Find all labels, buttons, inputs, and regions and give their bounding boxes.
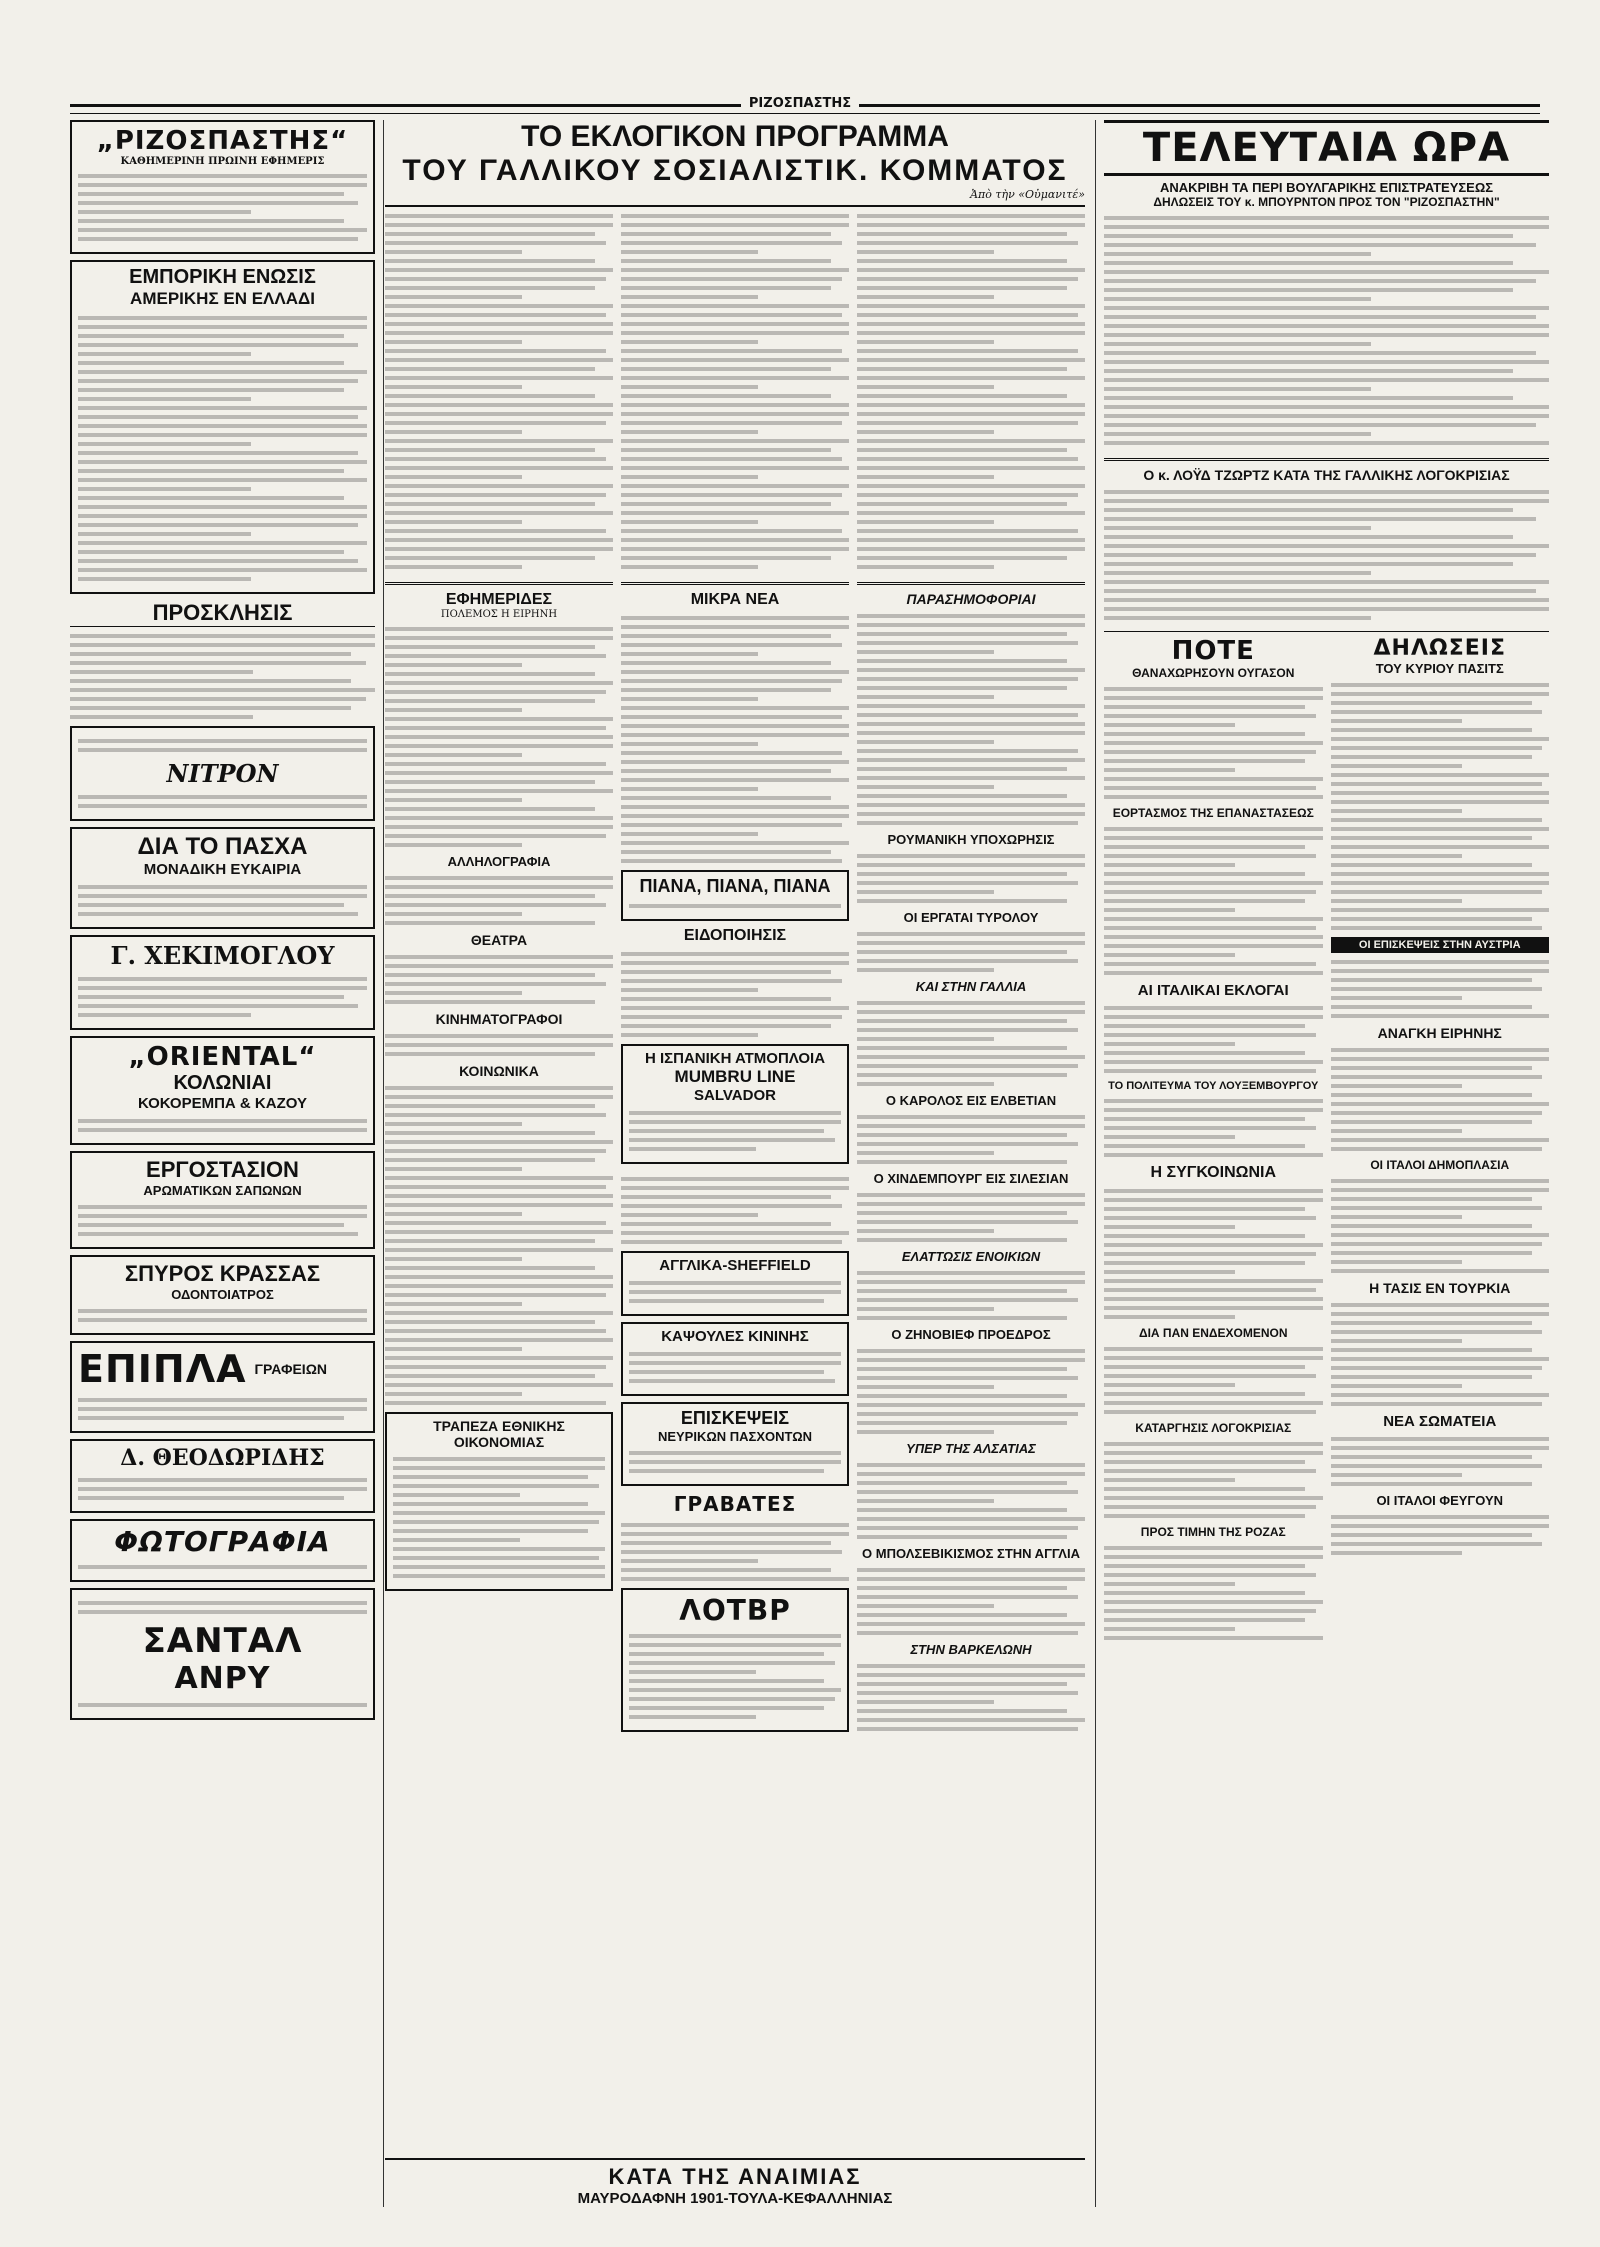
heading-italoi-feugoun: ΟΙ ΙΤΑΛΟΙ ΦΕΥΓΟΥΝ bbox=[1376, 1493, 1504, 1508]
nevrikon-subtitle: ΝΕΥΡΙΚΩΝ ΠΑΣΧΟΝΤΩΝ bbox=[657, 1429, 813, 1444]
heading-sygkoinonia: Η ΣΥΓΚΟΙΝΩΝΙΑ bbox=[1150, 1164, 1277, 1181]
teleutaia-subtitle: ΑΝΑΚΡΙΒΗ ΤΑ ΠΕΡΙ ΒΟΥΛΓΑΡΙΚΗΣ ΕΠΙΣΤΡΑΤΕΥΣΕΩΣ bbox=[1159, 180, 1494, 195]
heading-chindemburg: Ο ΧΙΝΔΕΜΠΟΥΡΓ ΕΙΣ ΣΙΛΕΣΙΑΝ bbox=[873, 1171, 1069, 1186]
pote-subtitle: ΘΑΝΑΧΩΡΗΣΟΥΝ ΟΥΓΑΣΟΝ bbox=[1132, 666, 1295, 680]
ad-epipla bbox=[70, 1341, 375, 1433]
ad-union-title: ΕΜΠΟΡΙΚΗ ΕΝΩΣΙΣ bbox=[129, 266, 316, 288]
heading-koinonika: ΚΟΙΝΩΝΙΚΑ bbox=[459, 1063, 539, 1079]
heading-varkelonin: ΣΤΗΝ ΒΑΡΚΕΛΩΝΗ bbox=[910, 1642, 1032, 1657]
heading-anagki: ΑΝΑΓΚΗ ΕΙΡΗΝΗΣ bbox=[1377, 1025, 1502, 1041]
heading-gravates: ΓΡΑΒΑΤΕΣ bbox=[673, 1492, 797, 1516]
mid-subcol-3 bbox=[857, 207, 1085, 2207]
epipla-title: ΕΠΙΠΛΑ bbox=[78, 1347, 247, 1391]
heading-parasimofories: ΠΑΡΑΣΗΜΟΦΟΡΙΑΙ bbox=[906, 591, 1036, 607]
episkepseis-title: ΕΠΙΣΚΕΨΕΙΣ bbox=[680, 1408, 790, 1428]
paper-name: „ΡΙΖΟΣΠΑΣΤΗΣ“ bbox=[96, 126, 349, 156]
heading-proskliseis: ΠΡΟΣΚΛΗΣΙΣ bbox=[70, 600, 375, 627]
spyros-title: ΣΠΥΡΟΣ ΚΡΑΣΣΑΣ bbox=[124, 1261, 321, 1286]
heading-loid-tzortz: Ο κ. ΛΟΫΔ ΤΖΩΡΤΖ ΚΑΤΑ ΤΗΣ ΓΑΛΛΙΚΗΣ ΛΟΓΟΚΡΙΣΙΑΣ bbox=[1143, 467, 1510, 483]
ispaniki-title: Η ΙΣΠΑΝΙΚΗ ΑΤΜΟΠΛΟΙΑ bbox=[644, 1050, 826, 1067]
heading-polemos: ΠΟΛΕΜΟΣ Η ΕΙΡΗΝΗ bbox=[440, 609, 558, 620]
santal-title: ΣΑΝΤΑΛ bbox=[142, 1621, 303, 1661]
ad-piana bbox=[621, 870, 849, 921]
heading-eidopoiisis: ΕΙΔΟΠΟΙΗΣΙΣ bbox=[683, 927, 787, 944]
ad-fotografia bbox=[70, 1519, 375, 1582]
ad-lotvr bbox=[621, 1588, 849, 1732]
headline-line-1: ΤΟ ΕΚΛΟΓΙΚΟΝ ΠΡΟΓΡΑΜΜΑ bbox=[521, 120, 949, 153]
mavrodafni-line: ΜΑΥΡΟΔΑΦΝΗ 1901-ΤΟΥΛΑ-ΚΕΦΑΛΛΗΝΙΑΣ bbox=[577, 2190, 893, 2207]
oriental-title: „ORIENTAL“ bbox=[128, 1042, 317, 1072]
ergostasion-title: ΕΡΓΟΣΤΑΣΙΟΝ bbox=[146, 1157, 299, 1182]
epipla-subtitle: ΓΡΑΦΕΙΩΝ bbox=[254, 1361, 328, 1377]
heading-italikai: ΑΙ ΙΤΑΛΙΚΑΙ ΕΚΛΟΓΑΙ bbox=[1137, 982, 1289, 999]
right-pair-1 bbox=[1104, 636, 1549, 1647]
heading-alliografia: ΑΛΛΗΛΟΓΡΑΦΙΑ bbox=[447, 854, 551, 869]
ergostasion-subtitle: ΑΡΩΜΑΤΙΚΩΝ ΣΑΠΩΝΩΝ bbox=[143, 1183, 302, 1198]
headline-line-2: ΤΟΥ ΓΑΛΛΙΚΟΥ ΣΟΣΙΑΛΙΣΤΙΚ. ΚΟΜΜΑΤΟΣ bbox=[402, 154, 1068, 187]
trapeza-title: ΤΡΑΠΕΖΑ ΕΘΝΙΚΗΣ ΟΙΚΟΝΟΜΙΑΣ bbox=[433, 1418, 565, 1450]
piana-title: ΠΙΑΝΑ, ΠΙΑΝΑ, ΠΙΑΝΑ bbox=[639, 876, 831, 896]
heading-dilwseis-pasits: ΔΗΛΩΣΕΙΣ bbox=[1373, 636, 1506, 661]
ad-ergostasion bbox=[70, 1151, 375, 1249]
heading-proedros: Ο ΖΗΝΟΒΙΕΦ ΠΡΟΕΔΡΟΣ bbox=[891, 1327, 1051, 1342]
ad-pascha bbox=[70, 827, 375, 929]
ad-trapeza bbox=[385, 1412, 613, 1591]
right-column bbox=[1095, 120, 1549, 2207]
ad-oriental bbox=[70, 1036, 375, 1145]
nitron-title: ΝΙΤΡΟΝ bbox=[166, 759, 279, 788]
heading-theatra: ΘΕΑΤΡΑ bbox=[470, 932, 528, 948]
heading-timi-rozas: ΠΡΟΣ ΤΙΜΗΝ ΤΗΣ ΡΟΖΑΣ bbox=[1140, 1525, 1286, 1539]
middle-column bbox=[385, 120, 1085, 2207]
lotvr-title: ΛΟΤΒΡ bbox=[679, 1594, 791, 1627]
headline-source: Ἀπὸ τὴν «Οὐμανιτέ» bbox=[970, 188, 1085, 201]
chekimoglou-title: Γ. ΧΕΚΙΜΟΓΛΟΥ bbox=[110, 941, 335, 970]
spyros-subtitle: ΟΔΟΝΤΟΙΑΤΡΟΣ bbox=[171, 1287, 274, 1302]
main-headline bbox=[385, 120, 1085, 207]
koloniai-subtitle: ΚΟΚΟΡΕΜΠΑ & ΚΑΖΟΥ bbox=[137, 1095, 308, 1112]
ad-kapsoules bbox=[621, 1322, 849, 1396]
kapsoules-title: ΚΑΨΟΥΛΕΣ ΚΙΝΙΝΗΣ bbox=[661, 1328, 809, 1345]
heading-endechomenon: ΔΙΑ ΠΑΝ ΕΝΔΕΧΟΜΕΝΟΝ bbox=[1138, 1326, 1288, 1340]
heading-ergatai: ΟΙ ΕΡΓΑΤΑΙ ΤΥΡΟΛΟΥ bbox=[903, 910, 1039, 925]
mumbru-line: MUMBRU LINE bbox=[674, 1067, 796, 1086]
ad-spyros bbox=[70, 1255, 375, 1335]
heading-eortasmos: ΕΟΡΤΑΣΜΟΣ ΤΗΣ ΕΠΑΝΑΣΤΑΣΕΩΣ bbox=[1112, 806, 1314, 820]
ad-chekimoglou bbox=[70, 935, 375, 1030]
ad-sheffield bbox=[621, 1251, 849, 1316]
mid-subcol-1 bbox=[385, 207, 613, 2207]
heading-karolos: Ο ΚΑΡΟΛΟΣ ΕΙΣ ΕΛΒΕΤΙΑΝ bbox=[885, 1093, 1057, 1108]
eukairia-subtitle: ΜΟΝΑΔΙΚΗ ΕΥΚΑΙΡΙΑ bbox=[143, 861, 302, 878]
ad-episkepseis bbox=[621, 1402, 849, 1486]
heading-kinimatografoi: ΚΙΝΗΜΑΤΟΓΡΑΦΟΙ bbox=[435, 1011, 563, 1027]
heading-pote: ΠΟΤΕ bbox=[1171, 636, 1255, 666]
anaimias-title: ΚΑΤΑ ΤΗΣ ΑΝΑΙΜΙΑΣ bbox=[608, 2164, 862, 2189]
sheffield-title: ΑΓΓΛΙΚΑ-SHEFFIELD bbox=[659, 1257, 811, 1274]
ad-santal bbox=[70, 1588, 375, 1720]
heading-loxembourg: ΤΟ ΠΟΛΙΤΕΥΜΑ ΤΟΥ ΛΟΥΞΕΜΒΟΥΡΓΟΥ bbox=[1108, 1080, 1319, 1092]
ad-commercial-union bbox=[70, 260, 375, 594]
heading-nea-somateia: ΝΕΑ ΣΩΜΑΤΕΙΑ bbox=[1383, 1413, 1497, 1430]
left-column bbox=[70, 120, 384, 2207]
heading-roumaniki: ΡΟΥΜΑΝΙΚΗ ΥΠΟΧΩΡΗΣΙΣ bbox=[887, 832, 1055, 847]
fotografia-title: ΦΩΤΟΓΡΑΦΙΑ bbox=[114, 1525, 331, 1558]
theodoridis-title: Δ. ΘΕΟΔΩΡΙΔΗΣ bbox=[120, 1445, 325, 1471]
santal-subtitle: ΑΝΡΥ bbox=[174, 1661, 271, 1696]
paper-subtitle: ΚΑΘΗΜΕΡΙΝΗ ΠΡΩΙΝΗ ΕΦΗΜΕΡΙΣ bbox=[120, 156, 325, 167]
mid-subcol-2 bbox=[621, 207, 849, 2207]
heading-dilwseis-bourdon: ΔΗΛΩΣΕΙΣ ΤΟΥ κ. ΜΠΟΥΡΝΤΟΝ ΠΡΟΣ ΤΟΝ "ΡΙΖΟΣΠΑΣΤΗΝ" bbox=[1153, 195, 1500, 209]
heading-katargisis: ΚΑΤΑΡΓΗΣΙΣ ΛΟΓΟΚΡΙΣΙΑΣ bbox=[1135, 1421, 1292, 1435]
heading-episkepseis-austria: ΟΙ ΕΠΙΣΚΕΨΕΙΣ ΣΤΗΝ ΑΥΣΤΡΙΑ bbox=[1331, 937, 1550, 953]
heading-bolsevikismos: Ο ΜΠΟΛΣΕΒΙΚΙΣΜΟΣ ΣΤΗΝ ΑΓΓΛΙΑ bbox=[862, 1546, 1080, 1561]
heading-galia: ΚΑΙ ΣΤΗΝ ΓΑΛΛΙΑ bbox=[915, 979, 1027, 994]
heading-efimerides: ΕΦΗΜΕΡΙΔΕΣ bbox=[445, 591, 553, 608]
heading-alsatia: ΥΠΕΡ ΤΗΣ ΑΛΣΑΤΙΑΣ bbox=[906, 1441, 1036, 1456]
running-head: ΡΙΖΟΣΠΑΣΤΗΣ bbox=[0, 96, 1600, 111]
heading-mikra-nea: ΜΙΚΡΑ ΝΕΑ bbox=[690, 591, 780, 608]
koloniai-title: ΚΟΛΩΝΙΑΙ bbox=[173, 1072, 272, 1094]
heading-teleutaia-ora: ΤΕΛΕΥΤΑΙΑ ΩΡΑ bbox=[1104, 120, 1549, 176]
ad-ispaniki bbox=[621, 1044, 849, 1164]
paper-nameplate bbox=[70, 120, 375, 254]
heading-enoikia: ΕΛΑΤΤΩΣΙΣ ΕΝΟΙΚΙΩΝ bbox=[901, 1249, 1041, 1264]
pascha-title: ΔΙΑ ΤΟ ΠΑΣΧΑ bbox=[137, 833, 308, 860]
heading-tasis: Η ΤΑΣΙΣ ΕΝ ΤΟΥΡΚΙΑ bbox=[1369, 1280, 1511, 1296]
ad-anaimias bbox=[385, 2158, 1085, 2207]
heading-dimoplasia: ΟΙ ΙΤΑΛΟΙ ΔΗΜΟΠΛΑΣΙΑ bbox=[1370, 1158, 1510, 1172]
ad-union-subtitle: ΑΜΕΡΙΚΗΣ ΕΝ ΕΛΛΑΔΙ bbox=[130, 289, 315, 308]
pasits-subtitle: ΤΟΥ ΚΥΡΙΟΥ ΠΑΣΙΤΣ bbox=[1375, 661, 1504, 676]
ad-nitron bbox=[70, 726, 375, 821]
salvador-line: SALVADOR bbox=[694, 1087, 776, 1104]
ad-theodoridis bbox=[70, 1439, 375, 1513]
